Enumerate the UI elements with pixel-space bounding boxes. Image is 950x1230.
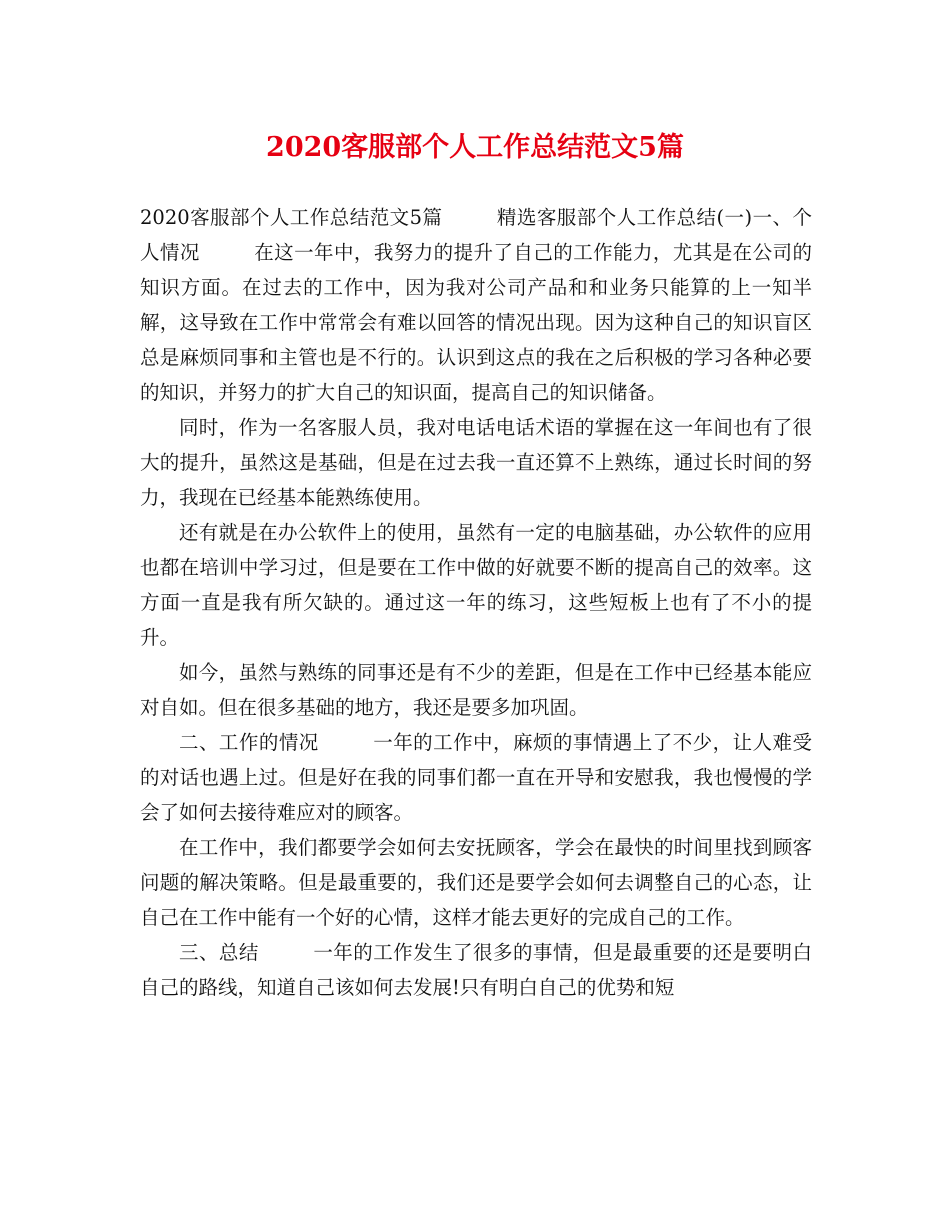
section-three-text: 一年的工作发生了很多的事情，但是最重要的还是要明白自己的路线，知道自己该如何去发展!只有明白自己的优势和短 (140, 941, 812, 999)
paragraph-intro (140, 200, 812, 410)
paragraph-office-software: 还有就是在办公软件上的使用，虽然有一定的电脑基础，办公软件的应用也都在培训中学习过，但是要在工作中做的好就要不断的提高自己的效率。这方面一直是我有所欠缺的。通过这一年的练习，这些短板上也有了不小的提升。 (140, 521, 812, 649)
intro-heading: 2020客服部个人工作总结范文5篇 (140, 206, 443, 229)
paragraph-customer-handling: 在工作中，我们都要学会如何去安抚顾客，学会在最快的时间里找到顾客问题的解决策略。但是最重要的，我们还是要学会如何去调整自己的心态，让自己在工作中能有一个好的心情，这样才能去更好的完成自己的工作。 (140, 836, 812, 929)
section-one-text: 在这一年中，我努力的提升了自己的工作能力，尤其是在公司的知识方面。在过去的工作中，因为我对公司产品和和业务只能算的上一知半解，这导致在工作中常常会有难以回答的情况出现。因为这种自己的知识盲区总是麻烦同事和主管也是不行的。认识到这点的我在之后积极的学习各种必要的知识，并努力的扩大自己的知识面，提高自己的知识储备。 (140, 241, 812, 404)
paragraph-work-situation (140, 725, 812, 830)
document-body (140, 200, 812, 1005)
document-title: 2020客服部个人工作总结范文5篇 (266, 132, 684, 163)
paragraph-current-level: 如今，虽然与熟练的同事还是有不少的差距，但是在工作中已经基本能应对自如。但在很多基础的地方，我还是要多加巩固。 (140, 661, 812, 719)
section-one-heading: 精选客服部个人工作总结(一)一、个人情况 (140, 206, 812, 264)
section-three-heading: 三、总结 (179, 941, 259, 964)
section-two-text: 一年的工作中，麻烦的事情遇上了不少，让人难受的对话也遇上过。但是好在我的同事们都一直在开导和安慰我，我也慢慢的学会了如何去接待难应对的顾客。 (140, 731, 812, 824)
paragraph-phone-skills: 同时，作为一名客服人员，我对电话电话术语的掌握在这一年间也有了很大的提升，虽然这是基础，但是在过去我一直还算不上熟练，通过长时间的努力，我现在已经基本能熟练使用。 (140, 416, 812, 509)
paragraph-summary (140, 935, 812, 1005)
section-two-heading: 二、工作的情况 (179, 731, 319, 754)
